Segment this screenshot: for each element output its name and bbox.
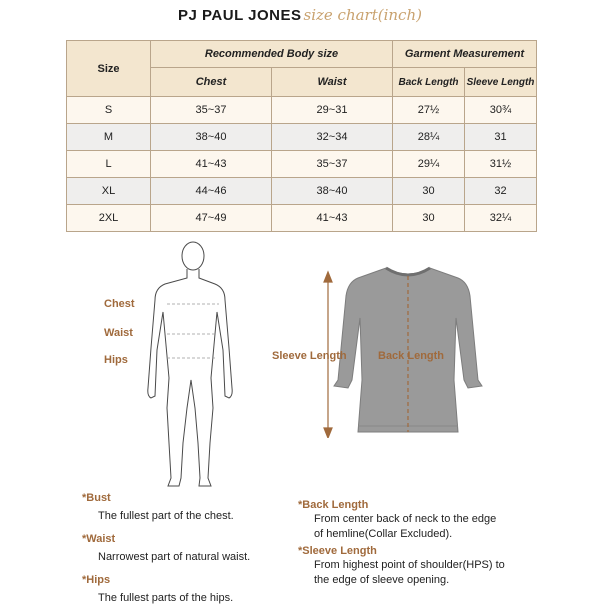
header-sleeve-length: Sleeve Length — [465, 68, 537, 97]
cell-size: M — [67, 124, 151, 151]
note-desc — [298, 512, 568, 542]
cell-chest: 38~40 — [151, 124, 272, 151]
chart-subtitle: size chart(inch) — [303, 6, 422, 24]
note-desc-line: of hemline(Collar Excluded). — [314, 528, 453, 540]
header-back-length: Back Length — [393, 68, 465, 97]
note-hips — [82, 574, 282, 606]
cell-waist: 35~37 — [272, 151, 393, 178]
cell-sleeve: 31 — [465, 124, 537, 151]
cell-size: L — [67, 151, 151, 178]
cell-back: 30 — [393, 178, 465, 205]
header-garment: Garment Measurement — [393, 41, 537, 68]
cell-back: 27½ — [393, 97, 465, 124]
size-table — [66, 40, 537, 232]
cell-back: 29¼ — [393, 151, 465, 178]
note-title: Sleeve Length — [302, 545, 377, 557]
chart-title — [0, 6, 600, 25]
label-hips: Hips — [104, 354, 128, 366]
note-waist — [82, 533, 282, 565]
notes-right — [298, 499, 568, 588]
label-back-length: Back Length — [378, 350, 445, 362]
cell-waist: 29~31 — [272, 97, 393, 124]
star-icon: * — [298, 545, 303, 557]
cell-sleeve: 30¾ — [465, 97, 537, 124]
label-waist: Waist — [104, 327, 133, 339]
cell-sleeve: 32 — [465, 178, 537, 205]
body-outline-figure — [135, 238, 245, 490]
cell-waist: 41~43 — [272, 205, 393, 232]
table-row — [67, 205, 537, 232]
note-title: Bust — [86, 492, 111, 504]
note-desc: The fullest part of the chest. — [98, 510, 234, 522]
table-row — [67, 151, 537, 178]
cell-chest: 35~37 — [151, 97, 272, 124]
note-sleeve-length — [298, 545, 568, 588]
cell-waist: 32~34 — [272, 124, 393, 151]
label-chest: Chest — [104, 298, 135, 310]
cell-sleeve: 32¼ — [465, 205, 537, 232]
cell-chest: 44~46 — [151, 178, 272, 205]
note-bust — [82, 492, 282, 524]
note-desc-line: From center back of neck to the edge — [314, 513, 497, 525]
note-desc-line: From highest point of shoulder(HPS) to — [314, 559, 505, 571]
header-chest: Chest — [151, 68, 272, 97]
note-title: Back Length — [302, 499, 369, 511]
note-desc — [298, 558, 568, 588]
note-desc: The fullest parts of the hips. — [98, 592, 234, 604]
table-row — [67, 178, 537, 205]
star-icon: * — [298, 499, 303, 511]
note-back-length — [298, 499, 568, 542]
header-size: Size — [67, 41, 151, 97]
note-title: Hips — [86, 574, 111, 586]
cell-back: 30 — [393, 205, 465, 232]
note-desc-line: the edge of sleeve opening. — [314, 574, 450, 586]
cell-chest: 41~43 — [151, 151, 272, 178]
star-icon: * — [82, 574, 87, 586]
cell-size: XL — [67, 178, 151, 205]
cell-chest: 47~49 — [151, 205, 272, 232]
header-waist: Waist — [272, 68, 393, 97]
table-row — [67, 124, 537, 151]
cell-size: S — [67, 97, 151, 124]
cell-sleeve: 31½ — [465, 151, 537, 178]
note-title: Waist — [86, 533, 116, 545]
cell-waist: 38~40 — [272, 178, 393, 205]
notes-left — [82, 492, 282, 606]
cell-size: 2XL — [67, 205, 151, 232]
brand-name: PJ PAUL JONES — [178, 7, 302, 24]
cell-back: 28¼ — [393, 124, 465, 151]
header-body-size: Recommended Body size — [151, 41, 393, 68]
table-row — [67, 97, 537, 124]
star-icon: * — [82, 533, 87, 545]
note-desc: Narrowest part of natural waist. — [98, 551, 251, 563]
star-icon: * — [82, 492, 87, 504]
label-sleeve-length: Sleeve Length — [272, 350, 347, 362]
